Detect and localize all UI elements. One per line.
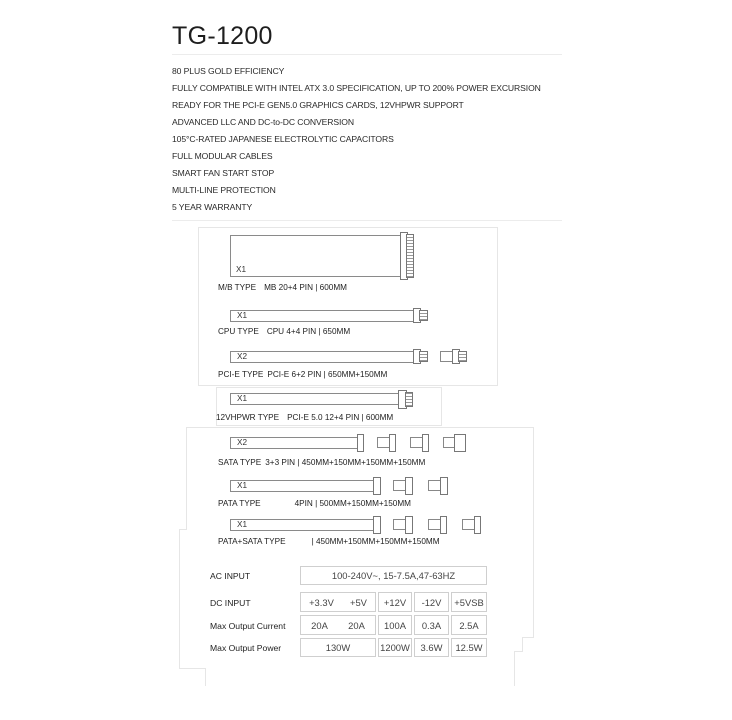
pata-spec: 4PIN | 500MM+150MM+150MM [294,499,411,508]
max-current-cell [414,615,449,635]
feature-item: 80 PLUS GOLD EFFICIENCY [172,66,285,76]
feature-item: 105°C-RATED JAPANESE ELECTROLYTIC CAPACITORS [172,134,394,144]
sata-connector-icon [357,434,364,452]
vhpwr-type-label [216,413,393,422]
patasata-spec: | 450MM+150MM+150MM+150MM [311,537,440,546]
vhpwr-type: 12VHPWR TYPE [216,413,280,422]
panel-border [179,529,180,669]
sata-stub [410,437,422,448]
dc-input-cell [451,592,487,612]
max-current-cell [300,615,376,635]
power-12v: 1200W [380,642,410,653]
sata-spec: 3+3 PIN | 450MM+150MM+150MM+150MM [265,458,426,467]
vhpwr-connector-pins-icon [405,392,413,407]
sata-connector-icon [389,434,396,452]
sata-stub [377,437,389,448]
pata-stub [393,480,405,491]
patasata-stub [462,519,474,530]
max-power-cell [414,638,449,657]
pata-stub [428,480,440,491]
vhpwr-cable [230,393,399,405]
cpu-type: CPU TYPE [218,327,259,336]
pcie-spec: PCI-E 6+2 PIN | 650MM+150MM [267,370,388,379]
mb-qty: X1 [236,265,247,274]
dc-5vsb: +5VSB [454,596,484,608]
cpu-type-label [218,327,350,336]
feature-item: ADVANCED LLC AND DC-to-DC CONVERSION [172,117,354,127]
patasata-sata-connector-icon [440,516,447,534]
panel-border [522,637,534,638]
pcie-cable [230,351,414,363]
dc-input-cell [378,592,412,612]
max-power-cell [300,638,376,657]
panel-border [186,427,534,428]
sata-qty: X2 [237,438,248,447]
mb-type: M/B TYPE [218,283,257,292]
pcie-type-label [218,370,387,379]
feature-item: MULTI-LINE PROTECTION [172,185,276,195]
features-divider [172,220,562,221]
max-current-label: Max Output Current [210,621,286,631]
current-3v3: 20A [311,619,328,631]
patasata-stub [428,519,440,530]
sata-cable [230,437,358,449]
current-5v: 20A [348,619,365,631]
ac-input-value [300,566,487,585]
pata-connector-icon [440,477,448,495]
ac-input-text: 100-240V~, 15-7.5A,47-63HZ [331,570,456,581]
panel-border [533,427,534,637]
pata-type: PATA TYPE [218,499,261,508]
pcie-connector2-pins-icon [458,351,467,362]
max-power-label: Max Output Power [210,643,282,653]
mb-connector-pins-icon [406,234,414,278]
feature-item: 5 YEAR WARRANTY [172,202,253,212]
patasata-cable [230,519,374,531]
power-5vsb: 12.5W [455,642,483,653]
pata-connector-icon [373,477,381,495]
pcie-connector-pins-icon [419,351,428,362]
dc-3v3: +3.3V [309,596,334,608]
patasata-type-label [218,537,440,546]
panel-border [179,668,206,669]
mb-cable [230,235,402,277]
vhpwr-qty: X1 [237,394,248,403]
feature-item: READY FOR THE PCI-E GEN5.0 GRAPHICS CARDS, 12VHPWR SUPPORT [172,100,464,110]
patasata-qty: X1 [237,520,248,529]
ac-input-label: AC INPUT [210,571,251,581]
patasata-sata-connector-icon [474,516,481,534]
dc-input-cell [414,592,449,612]
sata-end-connector-icon [454,434,466,452]
pata-connector-icon [405,477,413,495]
dc-5v: +5V [349,596,367,608]
patasata-stub [393,519,405,530]
feature-item: FULL MODULAR CABLES [172,151,273,161]
sata-connector-icon [422,434,429,452]
panel-border [522,637,523,651]
pcie-qty: X2 [237,352,248,361]
cpu-connector-pins-icon [419,310,428,321]
feature-item: FULLY COMPATIBLE WITH INTEL ATX 3.0 SPECIFICATION, UP TO 200% POWER EXCURSION [172,83,541,93]
title-divider [172,54,562,55]
panel-border [514,651,515,686]
pata-cable [230,480,374,492]
feature-item: SMART FAN START STOP [172,168,275,178]
current-12v: 100A [384,619,406,631]
max-current-cell [451,615,487,635]
pata-qty: X1 [237,481,248,490]
dc-neg12v: -12V [421,596,442,608]
current-neg12v: 0.3A [421,619,442,631]
cpu-cable [230,310,414,322]
panel-border [179,529,187,530]
panel-border [205,668,206,686]
patasata-type: PATA+SATA TYPE [218,537,286,546]
cpu-qty: X1 [237,311,248,320]
mb-spec: MB 20+4 PIN | 600MM [264,283,347,292]
panel-border [514,651,523,652]
patasata-connector-icon [405,516,413,534]
patasata-connector-icon [373,516,381,534]
mb-type-label [218,283,347,292]
power-combined: 130W [325,642,351,653]
power-neg12v: 3.6W [420,642,443,653]
pcie-type: PCI-E TYPE [218,370,264,379]
product-title: TG-1200 [172,22,273,50]
max-power-cell [378,638,412,657]
cpu-spec: CPU 4+4 PIN | 650MM [266,327,351,336]
sata-type: SATA TYPE [218,458,262,467]
panel-border [186,427,187,529]
sata-type-label [218,458,425,467]
pata-type-label [218,499,411,508]
dc-input-cell [300,592,376,612]
max-current-cell [378,615,412,635]
max-power-cell [451,638,487,657]
vhpwr-spec: PCI-E 5.0 12+4 PIN | 600MM [287,413,394,422]
dc-12v: +12V [383,596,407,608]
current-5vsb: 2.5A [459,619,479,631]
dc-input-label: DC INPUT [210,598,251,608]
